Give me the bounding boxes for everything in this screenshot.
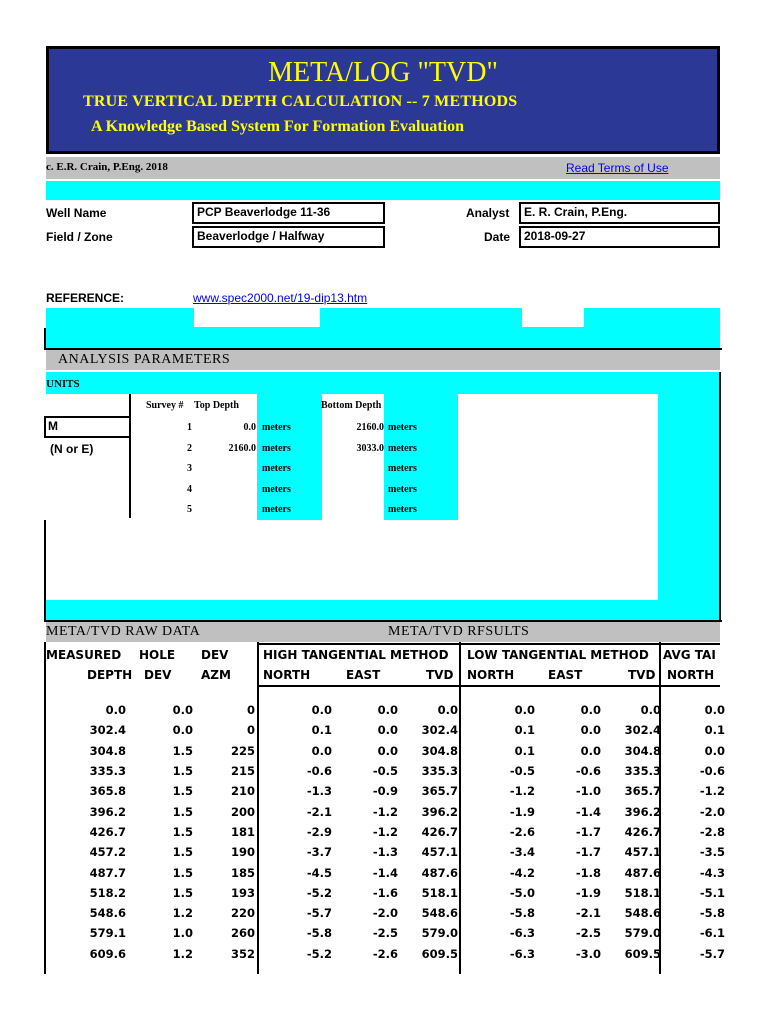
table-cell: 0.0 [580,723,601,738]
top-depth-unit: meters [262,422,291,433]
border-line [719,372,721,622]
copyright-text: c. E.R. Crain, P.Eng. 2018 [46,161,168,173]
table-cell: 193 [230,885,255,900]
divider [258,685,720,687]
analyst-field[interactable]: E. R. Crain, P.Eng. [519,202,720,224]
table-cell: -2.9 [306,824,332,839]
table-cell: 579.0 [421,926,458,941]
dev-header: DEV [144,668,172,682]
table-cell: 487.6 [421,865,458,880]
table-row [46,720,725,740]
table-cell: -1.9 [575,885,601,900]
table-cell: -1.4 [575,804,601,819]
well-name-field[interactable]: PCP Beaverlodge 11-36 [192,202,385,224]
table-cell: 1.5 [172,824,193,839]
table-row [46,801,725,821]
table-cell: -0.5 [372,764,398,779]
units-field[interactable]: M [44,416,131,438]
table-cell: 426.7 [89,824,126,839]
table-cell: 426.7 [624,824,661,839]
table-cell: 365.8 [89,784,126,799]
table-cell: 0.0 [105,703,126,718]
units-label: UNITS [46,378,80,390]
table-cell: -0.6 [306,764,332,779]
table-cell: -1.6 [372,885,398,900]
bottom-depth-header: Bottom Depth [321,400,382,411]
table-cell: -3.7 [306,845,332,860]
top-depth-value: 2160.0 [228,443,256,454]
table-cell: -0.9 [372,784,398,799]
table-cell: 579.1 [89,926,126,941]
table-cell: 365.7 [421,784,458,799]
top-depth-value: 0.0 [243,422,256,433]
table-cell: -2.0 [372,906,398,921]
table-cell: -3.5 [699,845,725,860]
survey-number: 3 [187,463,192,474]
table-cell: -2.0 [699,804,725,819]
table-cell: -2.6 [372,946,398,961]
table-cell: 518.1 [421,885,458,900]
azm-header: AZM [201,668,231,682]
table-cell: 0.1 [704,723,725,738]
table-cell: 0.0 [311,703,332,718]
table-cell: -1.4 [372,865,398,880]
terms-link[interactable]: Read Terms of Use [566,161,669,175]
table-cell: -4.3 [699,865,725,880]
table-cell: 0.1 [311,723,332,738]
table-cell: -5.8 [699,906,725,921]
table-cell: 1.5 [172,885,193,900]
table-cell: -2.5 [372,926,398,941]
table-cell: 0.0 [311,743,332,758]
reference-label: REFERENCE: [46,291,125,305]
border-line [129,394,131,518]
blank-cell [194,308,320,327]
table-cell: 426.7 [421,824,458,839]
table-cell: 185 [230,865,255,880]
top-depth-unit: meters [262,443,291,454]
table-cell: -3.0 [575,946,601,961]
table-cell: -5.0 [509,885,535,900]
table-cell: -5.8 [509,906,535,921]
table-cell: 0.1 [514,723,535,738]
table-cell: 302.4 [89,723,126,738]
table-cell: 1.5 [172,804,193,819]
table-cell: 302.4 [421,723,458,738]
bottom-depth-value: 2160.0 [356,422,384,433]
table-cell: 1.5 [172,784,193,799]
table-row [46,842,725,862]
table-cell: 335.3 [624,764,661,779]
table-row [46,741,725,761]
top-depth-header: Top Depth [194,400,239,411]
table-cell: -2.8 [699,824,725,839]
bottom-depth-unit: meters [388,422,417,433]
table-cell: 609.5 [421,946,458,961]
bottom-depth-unit: meters [388,463,417,474]
table-cell: 0.0 [437,703,458,718]
table-cell: -5.7 [699,946,725,961]
survey-number: 2 [187,443,192,454]
table-row [46,903,725,923]
reference-link[interactable]: www.spec2000.net/19-dip13.htm [193,291,368,305]
table-cell: -5.1 [699,885,725,900]
table-cell: 0 [246,723,255,738]
table-cell: -4.5 [306,865,332,880]
table-cell: 457.1 [624,845,661,860]
table-cell: 396.2 [624,804,661,819]
table-cell: 335.3 [421,764,458,779]
table-cell: -5.2 [306,885,332,900]
border-line [44,328,46,349]
bottom-depth-value: 3033.0 [356,443,384,454]
table-cell: -1.7 [575,824,601,839]
table-row [46,883,725,903]
table-cell: 518.2 [89,885,126,900]
table-row [46,923,725,943]
parameters-title: ANALYSIS PARAMETERS [58,352,231,367]
table-cell: 210 [230,784,255,799]
table-cell: 487.6 [624,865,661,880]
table-cell: 260 [230,926,255,941]
table-cell: -0.5 [509,764,535,779]
table-cell: -6.3 [509,946,535,961]
survey-number: 4 [187,484,192,495]
bottom-depth-unit: meters [388,443,417,454]
table-cell: -2.5 [575,926,601,941]
high-tangential-header: HIGH TANGENTIAL METHOD [263,648,449,662]
survey-column-bg [130,394,257,520]
table-cell: 548.6 [421,906,458,921]
table-cell: -5.8 [306,926,332,941]
table-cell: -1.0 [575,784,601,799]
north-header: NORTH [263,668,311,682]
table-cell: -5.2 [306,946,332,961]
table-row [46,781,725,801]
table-cell: -3.4 [509,845,535,860]
table-cell: -1.2 [372,824,398,839]
table-cell: -1.2 [509,784,535,799]
border-line [44,520,46,622]
depth-header: DEPTH [87,668,133,682]
table-cell: 548.6 [89,906,126,921]
north-header: NORTH [667,668,715,682]
title-banner [46,46,720,154]
north-header: NORTH [467,668,515,682]
table-cell: 609.5 [624,946,661,961]
top-depth-unit: meters [262,504,291,515]
table-cell: 304.8 [89,743,126,758]
avg-tangential-header: AVG TAI [663,648,716,662]
table-cell: 352 [230,946,255,961]
table-cell: 1.0 [172,926,193,941]
table-cell: -6.1 [699,926,725,941]
table-cell: 0 [246,703,255,718]
table-cell: 0.0 [172,723,193,738]
east-header: EAST [548,668,583,682]
table-row [46,944,725,964]
table-cell: -1.2 [699,784,725,799]
date-field[interactable]: 2018-09-27 [519,226,720,248]
raw-data-title: META/TVD RAW DATA [46,624,201,639]
divider [258,643,720,645]
tvd-header: TVD [426,668,454,682]
table-cell: 1.5 [172,743,193,758]
table-cell: 181 [230,824,255,839]
table-cell: 0.0 [172,703,193,718]
table-cell: 302.4 [624,723,661,738]
table-cell: -0.6 [699,764,725,779]
blank-cell [522,308,584,327]
survey-header: Survey # [146,400,184,411]
field-zone-field[interactable]: Beaverlodge / Halfway [192,226,385,248]
field-zone-label: Field / Zone [46,230,113,244]
table-cell: 215 [230,764,255,779]
table-cell: -1.3 [372,845,398,860]
table-cell: 548.6 [624,906,661,921]
table-cell: -2.1 [575,906,601,921]
well-name-label: Well Name [46,206,107,220]
blank-panel [130,520,458,600]
app-title: META/LOG "TVD" [268,57,498,88]
tvd-header: TVD [628,668,656,682]
table-cell: 1.5 [172,764,193,779]
table-cell: 1.5 [172,845,193,860]
bottom-depth-unit: meters [388,504,417,515]
table-cell: 487.7 [89,865,126,880]
table-cell: -6.3 [509,926,535,941]
table-cell: -2.1 [306,804,332,819]
reference-band [46,308,720,348]
table-cell: 0.0 [580,703,601,718]
top-depth-unit: meters [262,463,291,474]
table-cell: 220 [230,906,255,921]
top-depth-unit: meters [262,484,291,495]
table-cell: 335.3 [89,764,126,779]
survey-number: 5 [187,504,192,515]
table-cell: 396.2 [421,804,458,819]
table-cell: 0.0 [640,703,661,718]
results-table [46,700,725,964]
table-cell: 579.0 [624,926,661,941]
app-subtitle: TRUE VERTICAL DEPTH CALCULATION -- 7 METHODS [83,93,518,110]
table-cell: 0.0 [377,723,398,738]
north-east-label: (N or E) [50,442,94,456]
table-cell: 190 [230,845,255,860]
table-cell: 457.2 [89,845,126,860]
analyst-label: Analyst [466,206,510,220]
table-cell: -1.8 [575,865,601,880]
table-cell: 304.8 [624,743,661,758]
east-header: EAST [346,668,381,682]
table-cell: 0.0 [377,743,398,758]
table-row [46,862,725,882]
table-cell: 518.1 [624,885,661,900]
table-cell: 457.1 [421,845,458,860]
table-cell: -1.9 [509,804,535,819]
results-title: META/TVD RFSULTS [388,624,530,639]
table-cell: 1.5 [172,865,193,880]
table-cell: -1.3 [306,784,332,799]
table-cell: -1.7 [575,845,601,860]
table-row [46,700,725,720]
table-cell: 0.0 [514,703,535,718]
survey-number: 1 [187,422,192,433]
table-cell: 0.1 [514,743,535,758]
bottom-column-bg [322,394,384,520]
app-tagline: A Knowledge Based System For Formation Evaluation [91,118,465,135]
table-cell: 0.0 [377,703,398,718]
table-cell: -5.7 [306,906,332,921]
table-row [46,822,725,842]
table-cell: 0.0 [704,703,725,718]
table-cell: 1.2 [172,906,193,921]
table-cell: -0.6 [575,764,601,779]
cyan-strip [46,181,720,200]
table-cell: 1.2 [172,946,193,961]
blank-panel [458,394,658,600]
table-cell: -2.6 [509,824,535,839]
date-label: Date [484,230,511,244]
table-cell: 396.2 [89,804,126,819]
dev-header: DEV [201,648,229,662]
low-tangential-header: LOW TANGENTIAL METHOD [467,648,649,662]
table-cell: 225 [230,743,255,758]
table-row [46,761,725,781]
table-cell: 609.6 [89,946,126,961]
table-cell: -4.2 [509,865,535,880]
table-cell: -1.2 [372,804,398,819]
table-cell: 304.8 [421,743,458,758]
table-cell: 0.0 [580,743,601,758]
measured-header: MEASURED [46,648,122,662]
table-cell: 365.7 [624,784,661,799]
bottom-depth-unit: meters [388,484,417,495]
table-cell: 200 [230,804,255,819]
table-cell: 0.0 [704,743,725,758]
hole-header: HOLE [139,648,176,662]
